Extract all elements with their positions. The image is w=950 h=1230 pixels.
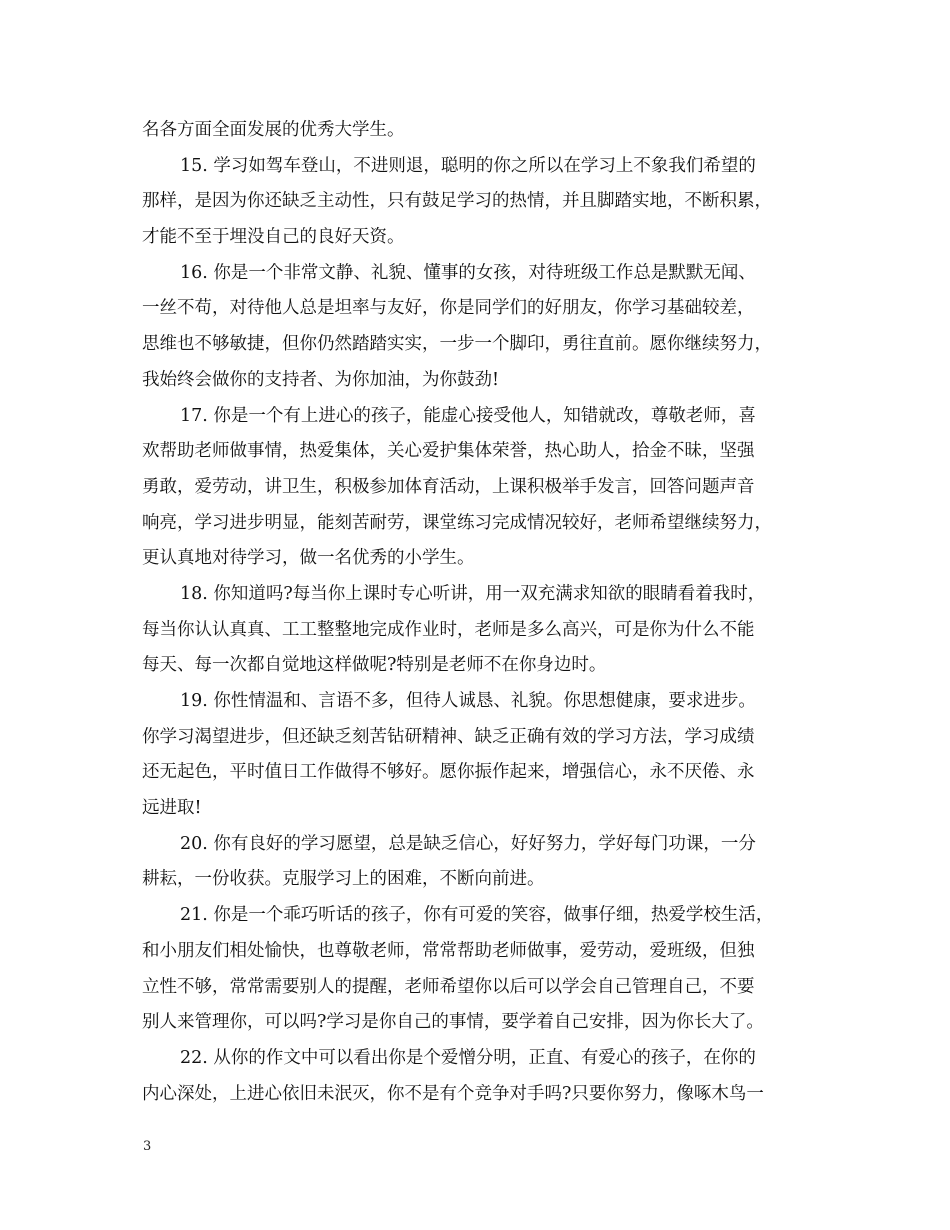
text-line: 名各方面全面发展的优秀大学生。 <box>142 120 405 140</box>
text-line: 每天、每一次都自觉地这样做呢?特别是老师不在你身边时。 <box>142 655 607 676</box>
text-line: 别人来管理你，可以吗?学习是你自己的事情，要学着自己安排，因为你长大了。 <box>142 1012 764 1033</box>
text-line: 耕耘，一份收获。克服学习上的困难，不断向前进。 <box>142 869 545 890</box>
body-text <box>142 113 822 1112</box>
text-line: 21. 你是一个乖巧听话的孩子，你有可爱的笑容，做事仔细，热爱学校生活， <box>180 905 774 926</box>
text-line: 响亮，学习进步明显，能刻苦耐劳，课堂练习完成情况较好，老师希望继续努力， <box>142 512 772 533</box>
page-number: 3 <box>143 1139 152 1154</box>
text-line: 还无起色，平时值日工作做得不够好。愿你振作起来，增强信心，永不厌倦、永 <box>142 762 755 783</box>
text-line: 那样，是因为你还缺乏主动性，只有鼓足学习的热情，并且脚踏实地，不断积累， <box>142 191 772 212</box>
text-line: 我始终会做你的支持者、为你加油，为你鼓劲! <box>142 369 500 390</box>
text-line: 勇敢，爱劳动，讲卫生，积极参加体育活动，上课积极举手发言，回答问题声音 <box>142 476 755 497</box>
text-line: 思维也不够敏捷，但你仍然踏踏实实，一步一个脚印，勇往直前。愿你继续努力， <box>142 334 772 355</box>
text-line: 和小朋友们相处愉快，也尊敬老师，常常帮助老师做事，爱劳动，爱班级，但独 <box>142 940 755 961</box>
text-line: 内心深处，上进心依旧未泯灭，你不是有个竞争对手吗?只要你努力，像啄木鸟一 <box>142 1083 764 1104</box>
text-line: 18. 你知道吗?每当你上课时专心听讲，用一双充满求知欲的眼睛看着我时， <box>180 583 766 604</box>
text-line: 15. 学习如驾车登山，不进则退，聪明的你之所以在学习上不象我们希望的 <box>180 155 756 176</box>
text-line: 19. 你性情温和、言语不多，但待人诚恳、礼貌。你思想健康，要求进步。 <box>180 691 756 711</box>
text-line: 欢帮助老师做事情，热爱集体，关心爱护集体荣誉，热心助人，拾金不昧，坚强 <box>142 441 755 462</box>
text-line: 远进取! <box>142 798 202 819</box>
text-line: 一丝不苟，对待他人总是坦率与友好，你是同学们的好朋友，你学习基础较差， <box>142 298 755 319</box>
text-line: 16. 你是一个非常文静、礼貌、懂事的女孩，对待班级工作总是默默无闻、 <box>180 262 756 283</box>
text-line: 每当你认认真真、工工整整地完成作业时，老师是多么高兴，可是你为什么不能 <box>142 619 755 640</box>
text-line: 才能不至于埋没自己的良好天资。 <box>142 227 405 248</box>
text-line: 你学习渴望进步，但还缺乏刻苦钻研精神、缺乏正确有效的学习方法，学习成绩 <box>142 726 755 747</box>
text-line: 立性不够，常常需要别人的提醒，老师希望你以后可以学会自己管理自己，不要 <box>142 976 755 997</box>
text-line: 17. 你是一个有上进心的孩子，能虚心接受他人，知错就改，尊敬老师，喜 <box>180 405 756 426</box>
text-line: 22. 从你的作文中可以看出你是个爱憎分明，正直、有爱心的孩子，在你的 <box>180 1047 756 1068</box>
text-line: 更认真地对待学习，做一名优秀的小学生。 <box>142 548 475 569</box>
text-line: 20. 你有良好的学习愿望，总是缺乏信心，好好努力，学好每门功课，一分 <box>180 833 756 854</box>
